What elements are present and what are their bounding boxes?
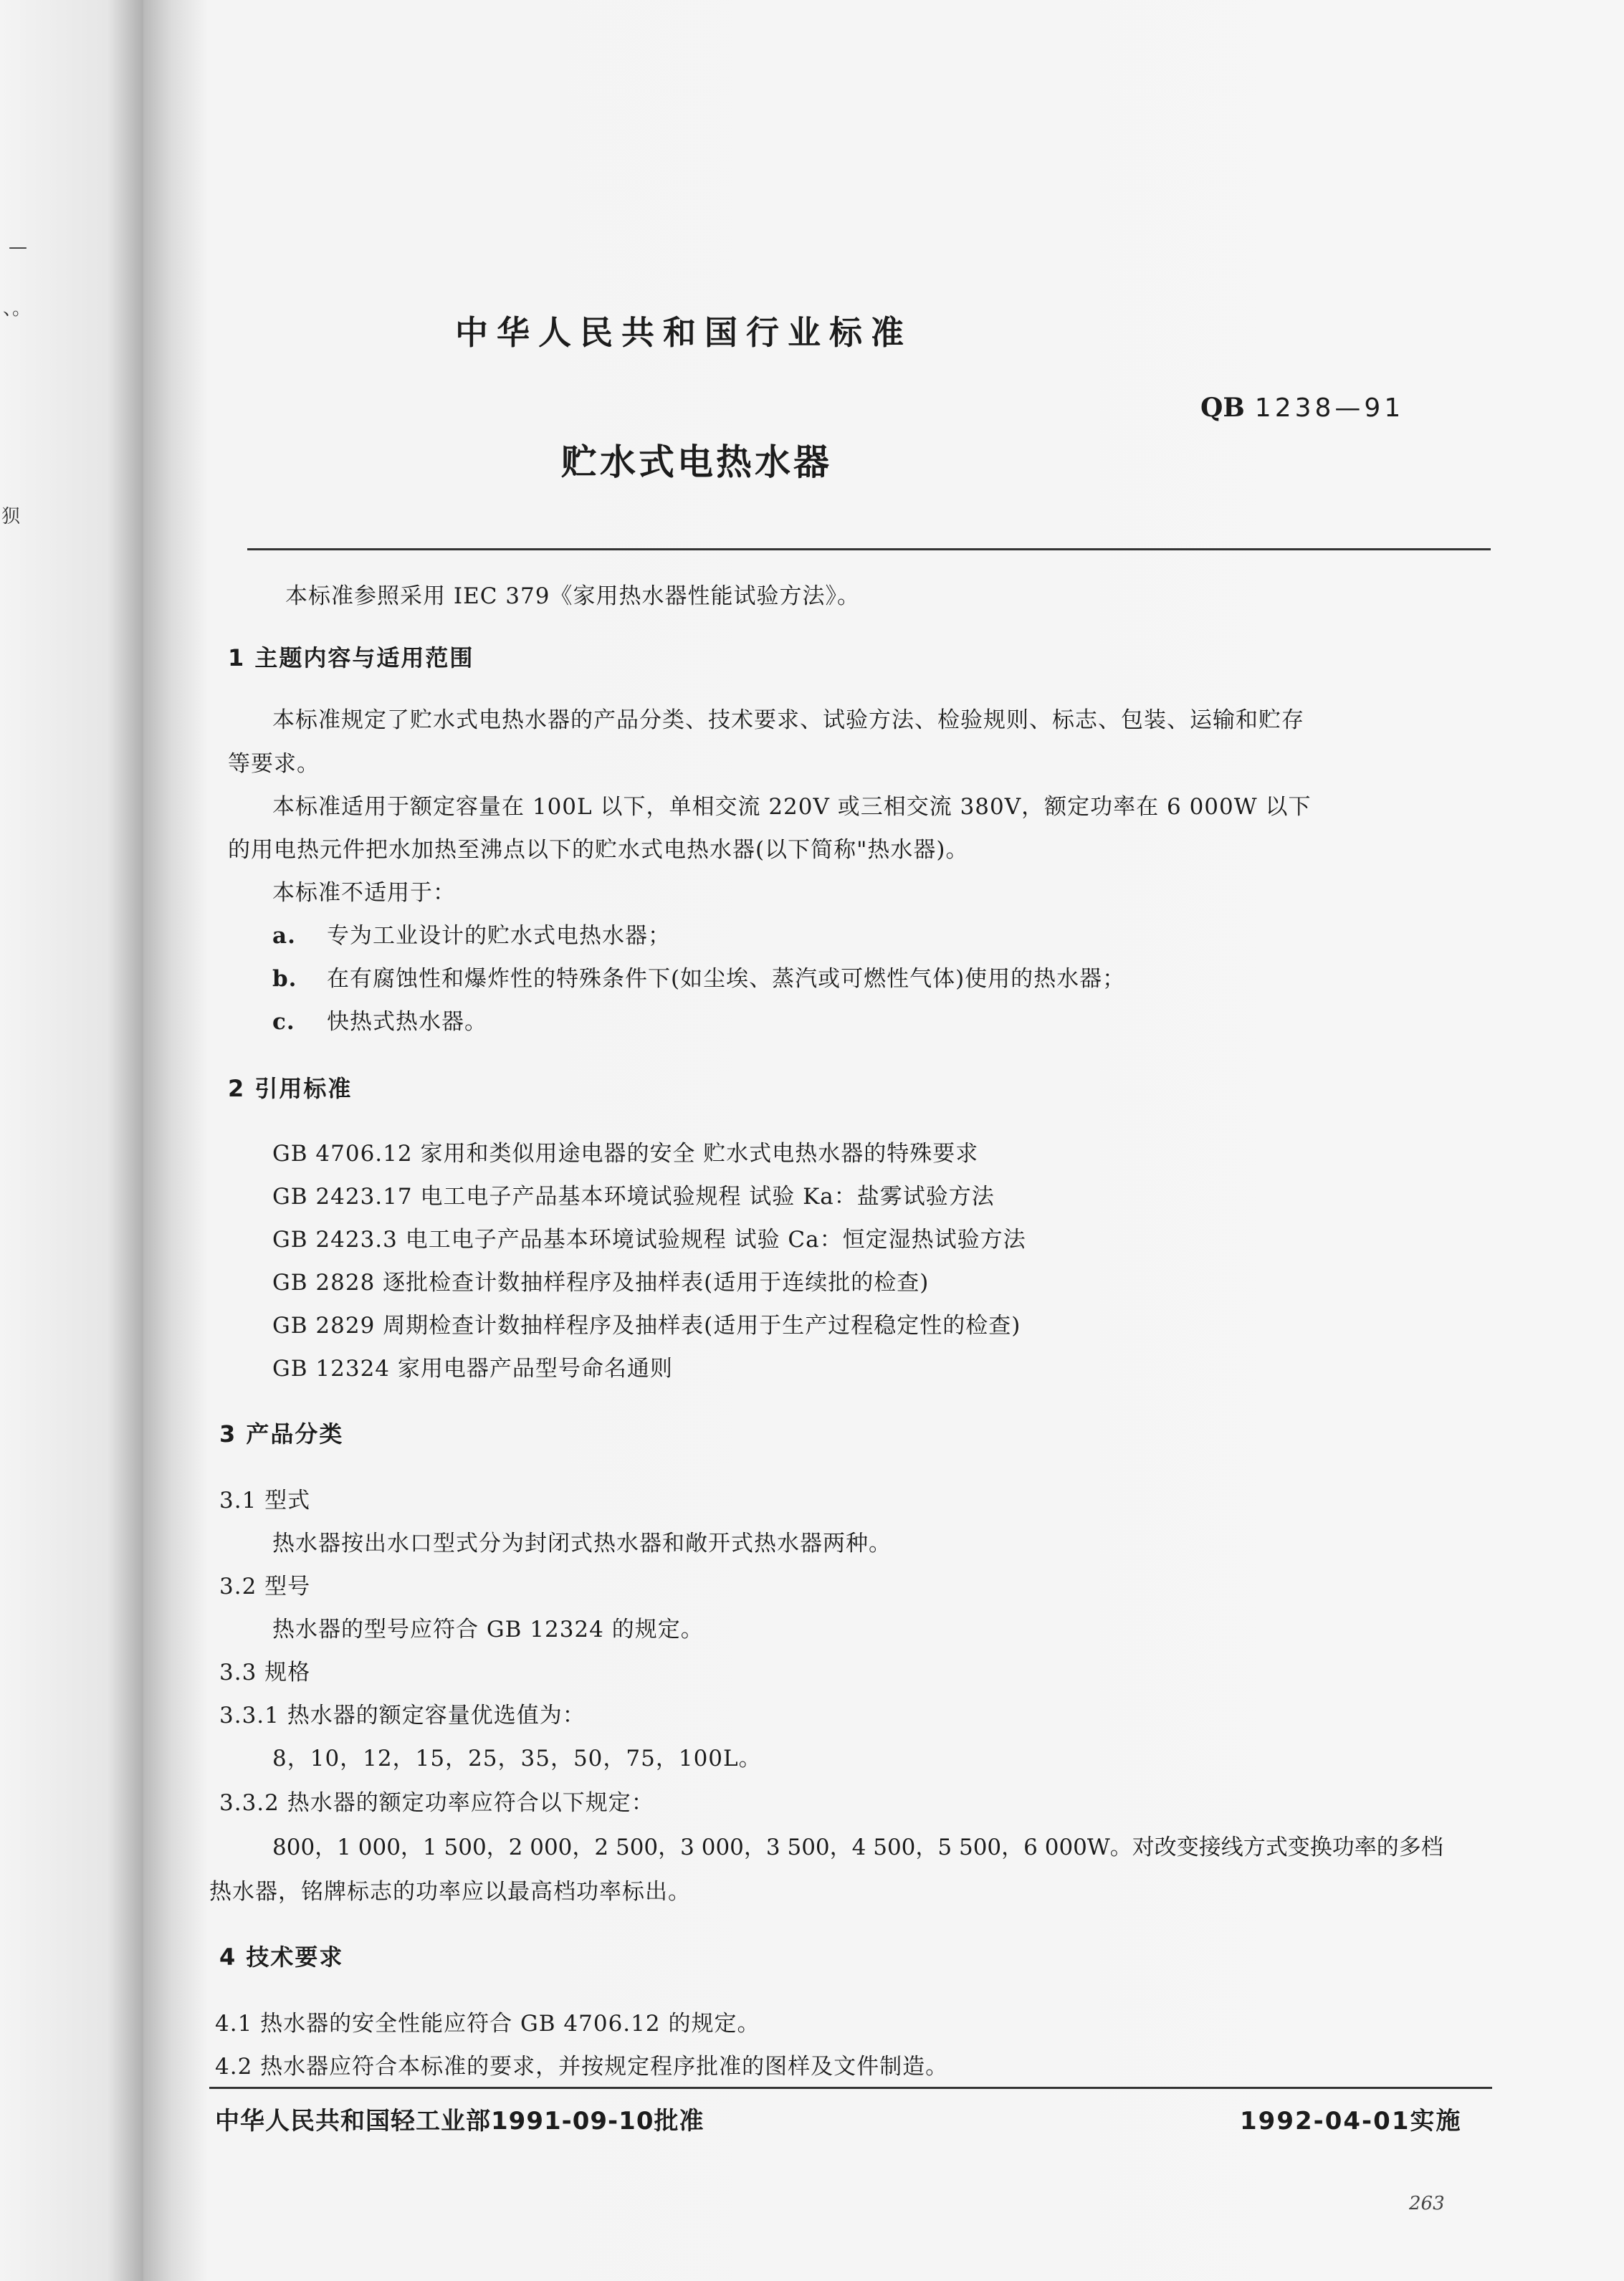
section-1-para-1-line-1: 本标准规定了贮水式电热水器的产品分类、技术要求、试验方法、检验规则、标志、包装、运输和贮存 [272,707,1304,733]
list-item-b [272,960,1125,993]
list-label-c: c. [272,1009,295,1035]
org-title: 中华人民共和国行业标准 [455,313,912,352]
list-text-a: 专为工业设计的贮水式电热水器； [327,923,671,949]
reference-item-6: GB 12324 家用电器产品型号命名通则 [272,1356,673,1382]
section-1-heading: 1 主题内容与适用范围 [228,644,474,671]
standard-prefix: QB [1200,393,1245,423]
section-3-3-2-heading: 3.3.2 热水器的额定功率应符合以下规定： [219,1790,654,1816]
section-3-3-1-heading: 3.3.1 热水器的额定容量优选值为： [219,1703,586,1728]
gutter-mark-1: — [9,236,27,258]
list-label-a: a. [272,923,296,949]
list-item-a [272,917,671,950]
section-1-para-3: 本标准不适用于： [272,880,456,906]
section-4-2-text: 4.2 热水器应符合本标准的要求，并按规定程序批准的图样及文件制造。 [215,2054,949,2080]
reference-item-4: GB 2828 逐批检查计数抽样程序及抽样表(适用于连续批的检查) [272,1270,930,1296]
header-rule [247,548,1491,550]
footer-rule [209,2087,1492,2089]
section-1-para-2-line-1: 本标准适用于额定容量在 100L 以下，单相交流 220V 或三相交流 380V，额定功率在 6 000W 以下 [272,794,1312,820]
reference-item-3: GB 2423.3 电工电子产品基本环境试验规程 试验 Ca：恒定湿热试验方法 [272,1227,1026,1253]
page-number: 263 [1409,2193,1445,2214]
section-4-heading: 4 技术要求 [219,1943,344,1971]
gutter-mark-2: 、。 [3,298,32,320]
intro-text: 本标准参照采用 IEC 379《家用热水器性能试验方法》。 [285,583,860,609]
section-3-3-1-values: 8，10，12，15，25，35，50，75，100L。 [272,1746,762,1771]
effective-date: 1992-04-01实施 [1240,2107,1462,2136]
gutter-mark-3: 狈 [1,506,21,527]
reference-item-5: GB 2829 周期检查计数抽样程序及抽样表(适用于生产过程稳定性的检查) [272,1313,1021,1339]
section-3-3-2-values-line-1: 800，1 000，1 500，2 000，2 500，3 000，3 500，4 500，5 500，6 000W。对改变接线方式变换功率的多档 [272,1835,1443,1860]
reference-item-1: GB 4706.12 家用和类似用途电器的安全 贮水式电热水器的特殊要求 [272,1141,979,1167]
list-text-c: 快热式热水器。 [327,1009,487,1035]
section-3-2-text: 热水器的型号应符合 GB 12324 的规定。 [272,1617,704,1642]
section-3-1-heading: 3.1 型式 [219,1488,311,1514]
section-4-1-text: 4.1 热水器的安全性能应符合 GB 4706.12 的规定。 [215,2011,760,2037]
section-3-3-2-values-line-2: 热水器，铭牌标志的功率应以最高档功率标出。 [209,1879,691,1905]
section-3-2-heading: 3.2 型号 [219,1574,311,1599]
reference-item-2: GB 2423.17 电工电子产品基本环境试验规程 试验 Ka：盐雾试验方法 [272,1184,995,1210]
document-title: 贮水式电热水器 [561,441,832,483]
section-3-1-text: 热水器按出水口型式分为封闭式热水器和敞开式热水器两种。 [272,1531,892,1556]
section-3-3-heading: 3.3 规格 [219,1660,311,1685]
list-label-b: b. [272,966,297,992]
section-3-heading: 3 产品分类 [219,1420,344,1448]
section-1-para-1-line-2: 等要求。 [228,751,320,777]
standard-code [1200,393,1404,423]
standard-number: 1238—91 [1254,393,1405,423]
section-2-heading: 2 引用标准 [228,1075,353,1102]
approval-line: 中华人民共和国轻工业部1991-09-10批准 [215,2107,704,2136]
list-item-c [272,1003,487,1036]
list-text-b: 在有腐蚀性和爆炸性的特殊条件下(如尘埃、蒸汽或可燃性气体)使用的热水器； [327,966,1126,992]
section-1-para-2-line-2: 的用电热元件把水加热至沸点以下的贮水式电热水器(以下简称"热水器)。 [228,837,969,863]
